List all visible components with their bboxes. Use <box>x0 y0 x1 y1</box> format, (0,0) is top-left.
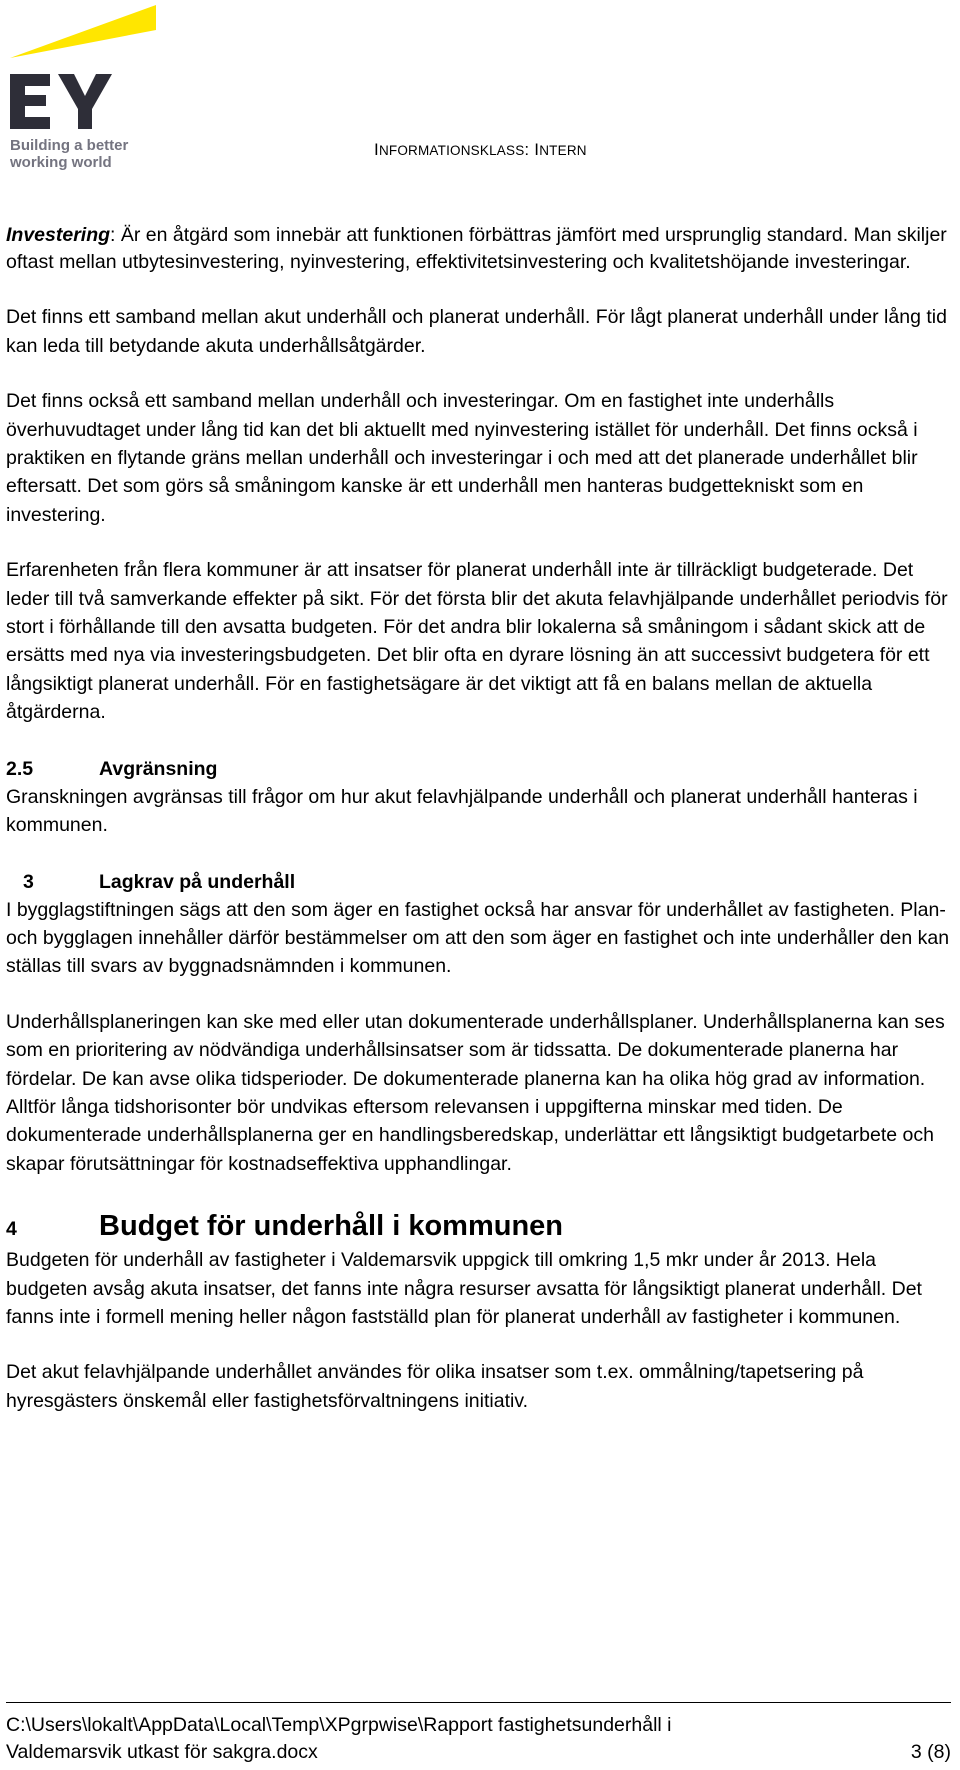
section-title: Avgränsning <box>99 757 218 780</box>
information-classification <box>374 139 587 162</box>
footer <box>6 1712 951 1766</box>
footer-path-line-2: Valdemarsvik utkast för sakgra.docx <box>6 1741 318 1763</box>
paragraph-underhallsplaneringen: Underhållsplaneringen kan ske med eller utan dokumenterade underhållsplaner. Underhållsplanerna kan ses som en prioritering av nödvändiga underhållsinsatser som är tidssatta. De dokumenterade planerna har fördelar. De kan avse olika tidsperioder. De dokumenterade planerna kan ha olika hög grad av information. Alltför långa tidshorisonter bör undvikas eftersom relevansen i uppgifterna minskar med tiden. De dokumenterade underhållsplanerna ger en handlingsberedskap, underlättar ett långsiktigt budgetarbete och skapar förutsättningar för kostnadseffektiva upphandlingar. <box>6 1010 945 1175</box>
paragraph-bygglagstiftningen: I bygglagstiftningen sägs att den som äger en fastighet också har ansvar för underhållet av fastigheten. Plan- och bygglagen innehåller därför bestämmelser om att den som äger en fastighet och inte underhåller den kan ställas till svars av byggnadsnämnden i kommunen. <box>6 898 950 978</box>
section-number: 4 <box>6 1218 17 1241</box>
paragraph-samband-underhall: Det finns ett samband mellan akut underhåll och planerat underhåll. För lågt planerat underhåll under lång tid kan leda till betydande akuta underhållsåtgärder. <box>6 306 947 357</box>
section-title: Budget för underhåll i kommunen <box>99 1210 564 1243</box>
heading-2-5 <box>6 755 954 783</box>
footer-divider <box>6 1702 951 1703</box>
section-title: Lagkrav på underhåll <box>99 870 296 893</box>
paragraph-erfarenheten: Erfarenheten från flera kommuner är att insatser för planerat underhåll inte är tillräckligt budgeterade. Det leder till två samverkande effekter på sikt. För det första blir det akuta felavhjälpande underhållet periodvis för stort i förhållande till den avsatta budgeten. För det andra blir lokalerna så småningom i sådant skick att de ersätts med nya via investeringsbudgeten. Det blir ofta en dyrare lösning än att successivt budgetera för ett långsiktigt planerat underhåll. För en fastighetsägare är det viktigt att få en balans mellan de aktuella åtgärderna. <box>6 559 948 724</box>
document-body <box>6 222 954 1415</box>
definition-investering: : Är en åtgärd som innebär att funktionen förbättras jämfört med ursprunglig standard. Man skiljer oftast mellan utbytesinvestering, nyinvestering, effektivitetsinvestering och kvalitetshöjande investeringar. <box>6 224 947 274</box>
classification-cap-2: I <box>534 140 540 159</box>
paragraph-budgeten: Budgeten för underhåll av fastigheter i Valdemarsvik uppgick till omkring 1,5 mkr under år 2013. Hela budgeten avsåg akuta insatser, det fanns inte några resurser avsatta för långsiktigt planerat underhåll. Det fanns inte i formell mening heller någon fastställd plan för planerat underhåll av fastigheter i kommunen. <box>6 1249 922 1328</box>
ey-tagline <box>10 138 160 171</box>
paragraph-avgransning: Granskningen avgränsas till frågor om hur akut felavhjälpande underhåll och planerat underhåll hanteras i kommunen. <box>6 785 918 837</box>
tagline-line-2: working world <box>10 153 112 171</box>
paragraph-samband-investeringar: Det finns också ett samband mellan underhåll och investeringar. Om en fastighet inte underhålls överhuvudtaget under lång tid kan det bli aktuellt med nyinvestering istället för underhåll. Det finns också i praktiken en flytande gräns mellan underhåll och investeringar i och med att det planerade underhållet blir eftersatt. Det som görs så småningom kanske är ett underhåll men hanteras budgettekniskt som en investering. <box>6 390 918 526</box>
section-number: 2.5 <box>6 757 34 780</box>
paragraph-investering <box>6 222 954 276</box>
ey-beam-icon <box>10 5 156 58</box>
classification-separator: : <box>524 140 535 159</box>
page-number: 3 (8) <box>910 1741 951 1763</box>
classification-rest-2: NTERN <box>539 143 587 158</box>
paragraph-akut-felavhjalpande: Det akut felavhjälpande underhållet användes för olika insatser som t.ex. ommålning/tapetsering på hyresgästers önskemål eller fastighetsförvaltningens initiativ. <box>6 1361 864 1412</box>
heading-4 <box>6 1206 954 1246</box>
footer-path-line-1: C:\Users\lokalt\AppData\Local\Temp\XPgrpwise\Rapport fastighetsunderhåll i <box>6 1714 672 1736</box>
heading-3 <box>6 868 954 896</box>
section-number: 3 <box>23 870 34 893</box>
term-investering: Investering <box>6 224 111 246</box>
classification-rest-1: NFORMATIONSKLASS <box>378 143 525 158</box>
tagline-line-1: Building a better <box>10 137 129 154</box>
classification-cap-1: I <box>374 140 379 159</box>
